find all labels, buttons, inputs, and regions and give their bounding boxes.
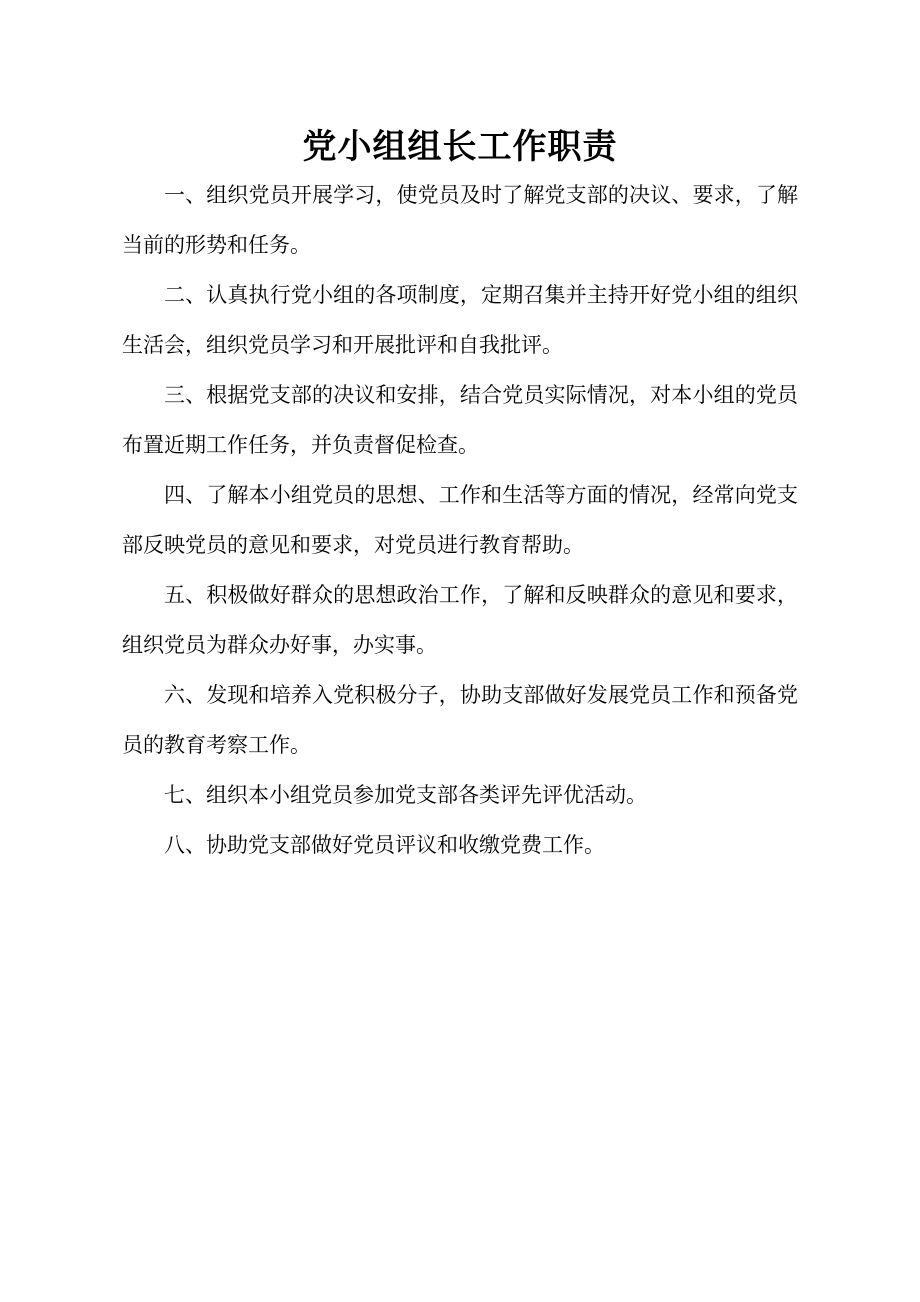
paragraph-7: 七、组织本小组党员参加党支部各类评先评优活动。: [164, 783, 647, 807]
paragraph-1: 一、组织党员开展学习，使党员及时了解党支部的决议、要求，了解当前的形势和任务。: [122, 183, 798, 257]
document-title: 党小组组长工作职责: [302, 127, 618, 167]
paragraph-5: 五、积极做好群众的思想政治工作，了解和反映群众的意见和要求，组织党员为群众办好事，办实事。: [122, 583, 798, 657]
paragraph-2: 二、认真执行党小组的各项制度，定期召集并主持开好党小组的组织生活会，组织党员学习和开展批评和自我批评。: [122, 283, 798, 357]
document-body: [122, 170, 798, 870]
paragraph-4: 四、了解本小组党员的思想、工作和生活等方面的情况，经常向党支部反映党员的意见和要求，对党员进行教育帮助。: [122, 483, 798, 557]
paragraph-8: 八、协助党支部做好党员评议和收缴党费工作。: [164, 833, 605, 857]
paragraph-3: 三、根据党支部的决议和安排，结合党员实际情况，对本小组的党员布置近期工作任务，并负责督促检查。: [122, 383, 798, 457]
paragraph-6: 六、发现和培养入党积极分子，协助支部做好发展党员工作和预备党员的教育考察工作。: [122, 683, 798, 757]
